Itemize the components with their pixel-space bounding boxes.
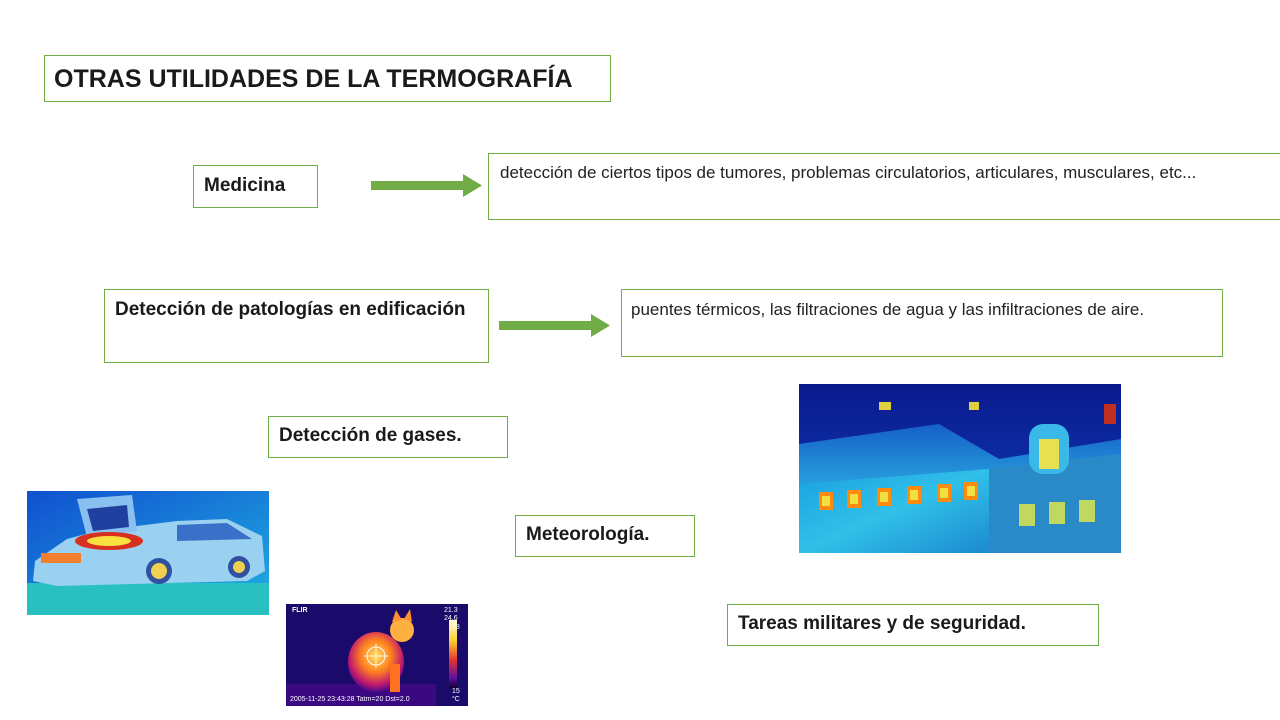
scale-unit: °C	[452, 696, 460, 703]
scale-max: 28	[452, 624, 460, 631]
militares-box	[727, 604, 1099, 646]
edificacion-box	[104, 289, 489, 363]
page-title: OTRAS UTILIDADES DE LA TERMOGRAFÍA	[54, 65, 573, 93]
meteorologia-box	[515, 515, 695, 557]
medicina-label: Medicina	[204, 175, 286, 196]
edificacion-description-box	[621, 289, 1223, 357]
thermal-car-image	[27, 491, 269, 615]
medicina-description-box	[488, 153, 1280, 220]
arrow-right-icon	[497, 312, 613, 340]
gases-box	[268, 416, 508, 458]
meteorologia-label: Meteorología.	[526, 524, 650, 545]
arrow-right-icon	[369, 172, 485, 200]
gases-label: Detección de gases.	[279, 425, 462, 446]
medicina-box	[193, 165, 318, 208]
thermal-cat-image	[286, 604, 468, 706]
medicina-description: detección de ciertos tipos de tumores, problemas circulatorios, articulares, musculares, etc...	[500, 163, 1197, 182]
marker-2-value: 24.6	[444, 615, 458, 622]
edificacion-description: puentes térmicos, las filtraciones de agua y las infiltraciones de aire.	[631, 300, 1145, 319]
militares-label: Tareas militares y de seguridad.	[738, 613, 1026, 634]
flir-logo: FLIR	[292, 607, 308, 614]
thermal-building-image	[799, 384, 1121, 553]
scale-min: 15	[452, 688, 460, 695]
image-caption: 2005-11-25 23:43:28 Tatm=20 Dst=2.0	[290, 696, 410, 703]
marker-1-value: 21.3	[444, 607, 458, 614]
title-box	[44, 55, 611, 102]
edificacion-label: Detección de patologías en edificación	[115, 299, 466, 320]
